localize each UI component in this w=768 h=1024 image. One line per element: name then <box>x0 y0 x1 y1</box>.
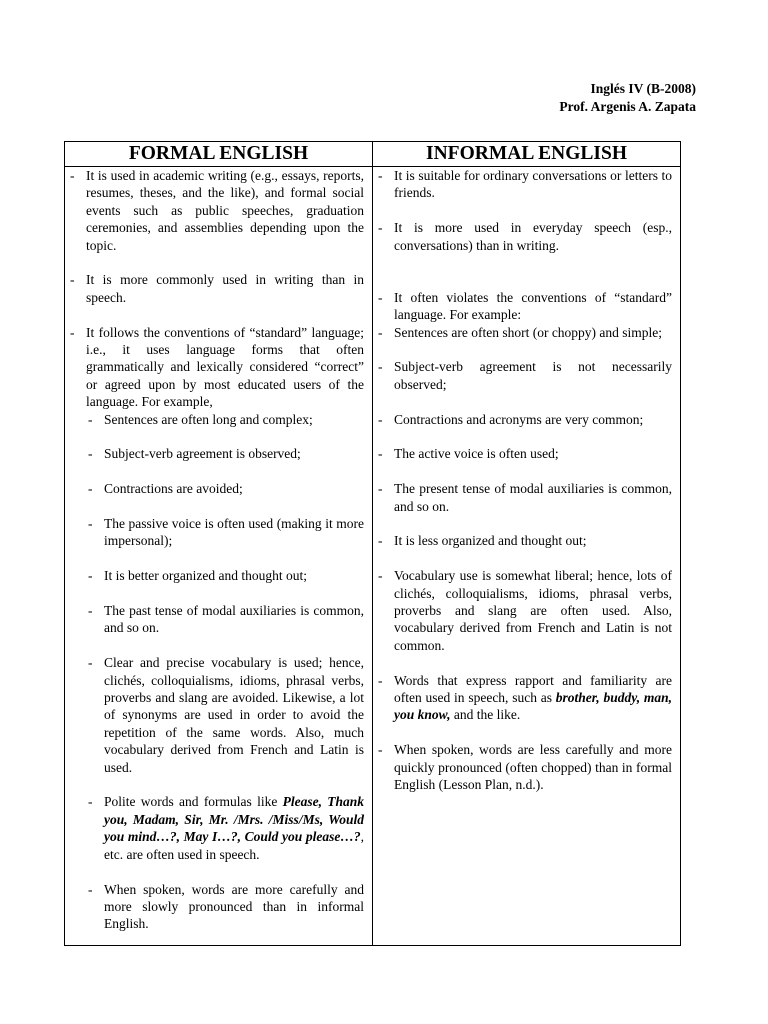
bullet-dash: - <box>378 481 383 497</box>
list-item <box>70 654 364 776</box>
bullet-dash: - <box>88 481 93 497</box>
list-item <box>378 532 672 549</box>
bullet-dash: - <box>70 324 75 340</box>
bullet-dash: - <box>88 446 93 462</box>
list-item <box>70 271 364 306</box>
formal-polite-text: Polite words and formulas like Please, Thank you, Madam, Sir, Mr. /Mrs. /Miss/Ms, Would you mind…?, May I…?, Could you please…?, etc. are often used in speech. <box>104 794 364 862</box>
list-item <box>378 167 672 202</box>
polite-formulas-emphasis: Please, Thank you, Madam, Sir, Mr. /Mrs. /Miss/Ms, Would you mind…?, May I…?, Could you please…? <box>104 794 364 845</box>
list-item <box>378 358 672 393</box>
formal-organized-text: It is better organized and thought out; <box>104 568 307 584</box>
bullet-dash: - <box>88 794 93 810</box>
formal-conventions-text: It follows the conventions of “standard” language; i.e., it uses language forms that often grammatically and lexically considered “correct” or agreed upon by most educated users of the language. For example, <box>86 324 364 410</box>
bullet-dash: - <box>378 533 383 549</box>
informal-spoken-text: When spoken, words are less carefully and more quickly pronounced (often chopped) than in formal English (Lesson Plan, n.d.). <box>394 742 672 793</box>
informal-agreement-text: Subject-verb agreement is not necessarily observed; <box>394 359 672 392</box>
informal-rapport-text: Words that express rapport and familiarity are often used in speech, such as brother, buddy, man, you know, and the like. <box>394 672 672 723</box>
formal-english-heading: FORMAL ENGLISH <box>65 142 373 167</box>
list-item <box>70 881 364 933</box>
list-item <box>70 567 364 584</box>
table-header-row <box>65 142 681 167</box>
list-item <box>378 219 672 254</box>
formal-modal-text: The past tense of modal auxiliaries is common, and so on. <box>104 603 364 636</box>
list-item <box>378 741 672 793</box>
bullet-dash: - <box>88 568 93 584</box>
bullet-dash: - <box>88 411 93 427</box>
bullet-dash: - <box>88 516 93 532</box>
informal-conversations-text: It is suitable for ordinary conversations or letters to friends. <box>394 168 672 201</box>
list-item <box>70 324 364 411</box>
bullet-dash: - <box>88 655 93 671</box>
list-item <box>378 289 672 324</box>
formal-column <box>65 167 373 946</box>
list-item <box>70 445 364 462</box>
formal-contractions-text: Contractions are avoided; <box>104 481 243 497</box>
informal-speech-text: It is more used in everyday speech (esp., conversations) than in writing. <box>394 220 672 253</box>
bullet-dash: - <box>70 272 75 288</box>
bullet-dash: - <box>378 220 383 236</box>
bullet-dash: - <box>378 324 383 340</box>
list-item <box>70 167 364 254</box>
bullet-dash: - <box>378 568 383 584</box>
document-header <box>559 80 696 116</box>
list-item <box>378 480 672 515</box>
bullet-dash: - <box>70 168 75 183</box>
list-item <box>70 515 364 550</box>
formal-spoken-text: When spoken, words are more carefully and more slowly pronounced than in informal English. <box>104 881 364 932</box>
formal-vocabulary-text: Clear and precise vocabulary is used; hence, clichés, colloquialisms, idioms, phrasal verbs, proverbs and slang are avoided. Likewise, a lot of synonyms are used in order to avoid the repetition of the same words. Also, much vocabulary derived from French and Latin is used. <box>104 655 364 775</box>
formal-sentences-text: Sentences are often long and complex; <box>104 411 313 427</box>
bullet-dash: - <box>378 411 383 427</box>
formal-agreement-text: Subject-verb agreement is observed; <box>104 446 301 462</box>
list-item <box>378 445 672 462</box>
list-item <box>378 567 672 654</box>
informal-sentences-text: Sentences are often short (or choppy) and simple; <box>394 324 663 340</box>
rapport-words-emphasis: brother, buddy, man, you know, <box>394 690 672 723</box>
informal-violates-text: It often violates the conventions of “standard” language. For example: <box>394 289 672 323</box>
formal-passive-text: The passive voice is often used (making it more impersonal); <box>104 516 364 549</box>
informal-english-heading: INFORMAL ENGLISH <box>373 142 681 167</box>
professor-name: Prof. Argenis A. Zapata <box>559 99 696 114</box>
course-title: Inglés IV (B-2008) <box>590 81 696 96</box>
informal-organized-text: It is less organized and thought out; <box>394 533 587 549</box>
list-item <box>378 672 672 724</box>
list-item <box>70 602 364 637</box>
bullet-dash: - <box>378 446 383 462</box>
bullet-dash: - <box>378 168 383 183</box>
formal-writing-text: It is more commonly used in writing than in speech. <box>86 272 364 305</box>
list-item <box>378 411 672 428</box>
list-item <box>70 793 364 863</box>
informal-modal-text: The present tense of modal auxiliaries is common, and so on. <box>394 481 672 514</box>
list-item <box>378 324 672 341</box>
formal-academic-text: It is used in academic writing (e.g., essays, reports, resumes, theses, and the like), and formal social events such as public speeches, graduation ceremonies, and assemblies depending upon the topic. <box>86 168 364 253</box>
informal-column <box>373 167 681 946</box>
bullet-dash: - <box>378 289 383 305</box>
bullet-dash: - <box>378 672 383 688</box>
bullet-dash: - <box>378 359 383 375</box>
bullet-dash: - <box>88 881 93 897</box>
comparison-table <box>64 141 681 946</box>
bullet-dash: - <box>378 742 383 758</box>
informal-active-text: The active voice is often used; <box>394 446 559 462</box>
list-item <box>70 480 364 497</box>
table-body-row <box>65 167 681 946</box>
informal-contractions-text: Contractions and acronyms are very common; <box>394 411 644 427</box>
list-item <box>70 411 364 428</box>
informal-vocabulary-text: Vocabulary use is somewhat liberal; hence, lots of clichés, colloquialisms, idioms, phrasal verbs, proverbs and slang are often used. Also, vocabulary derived from French and Latin is not common. <box>394 568 672 653</box>
bullet-dash: - <box>88 603 93 619</box>
